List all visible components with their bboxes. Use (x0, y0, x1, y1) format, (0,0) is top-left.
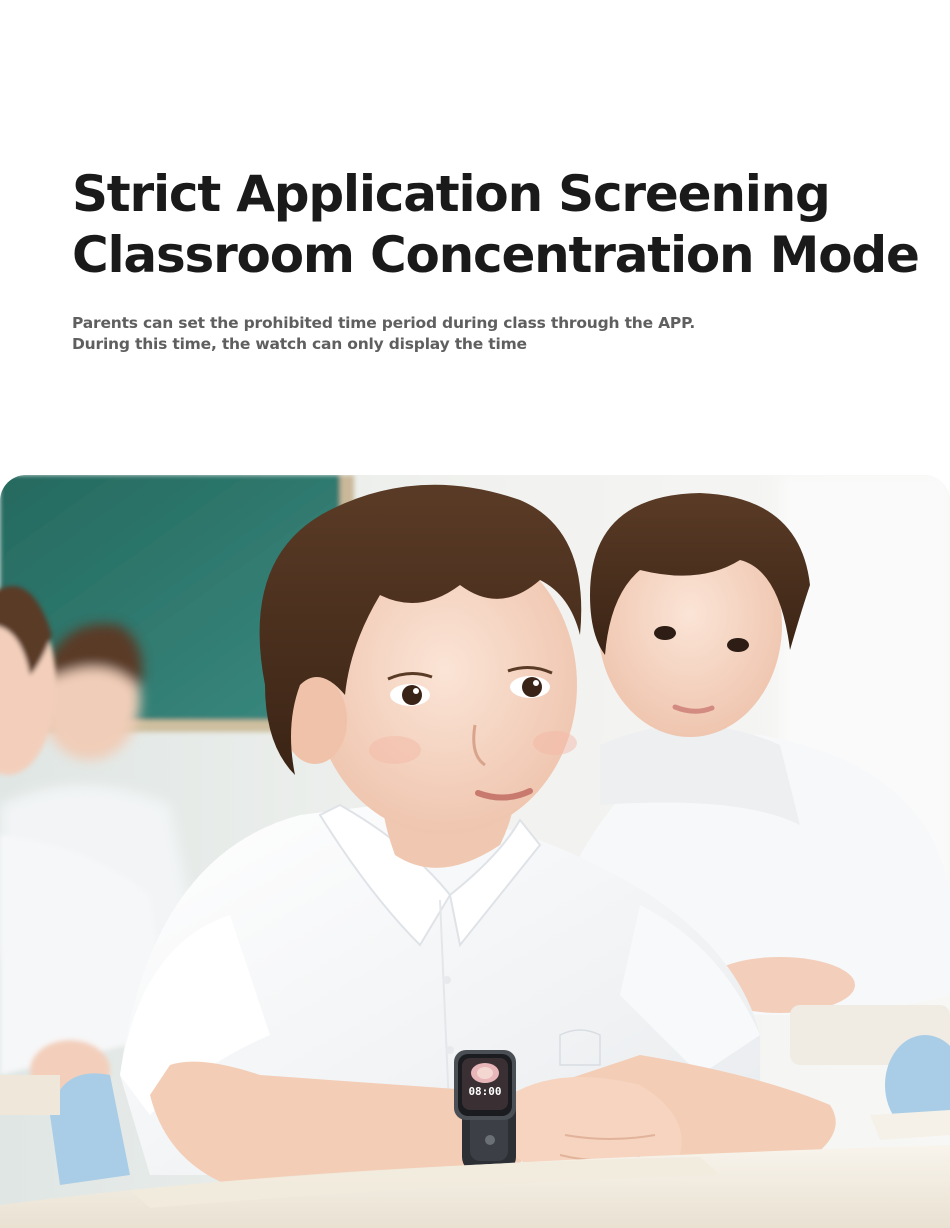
description (72, 313, 932, 355)
description-line-2: During this time, the watch can only display the time (72, 335, 527, 353)
hero-text-block (72, 164, 932, 355)
headline-line-1: Strict Application Screening (72, 165, 830, 223)
smartwatch (454, 1050, 516, 1173)
description-line-1: Parents can set the prohibited time period during class through the APP. (72, 314, 696, 332)
headline (72, 164, 932, 286)
headline-line-2: Classroom Concentration Mode (72, 226, 919, 284)
classroom-photo (0, 475, 950, 1228)
watch-time: 08:00 (468, 1085, 502, 1098)
classroom-illustration (0, 475, 950, 1228)
